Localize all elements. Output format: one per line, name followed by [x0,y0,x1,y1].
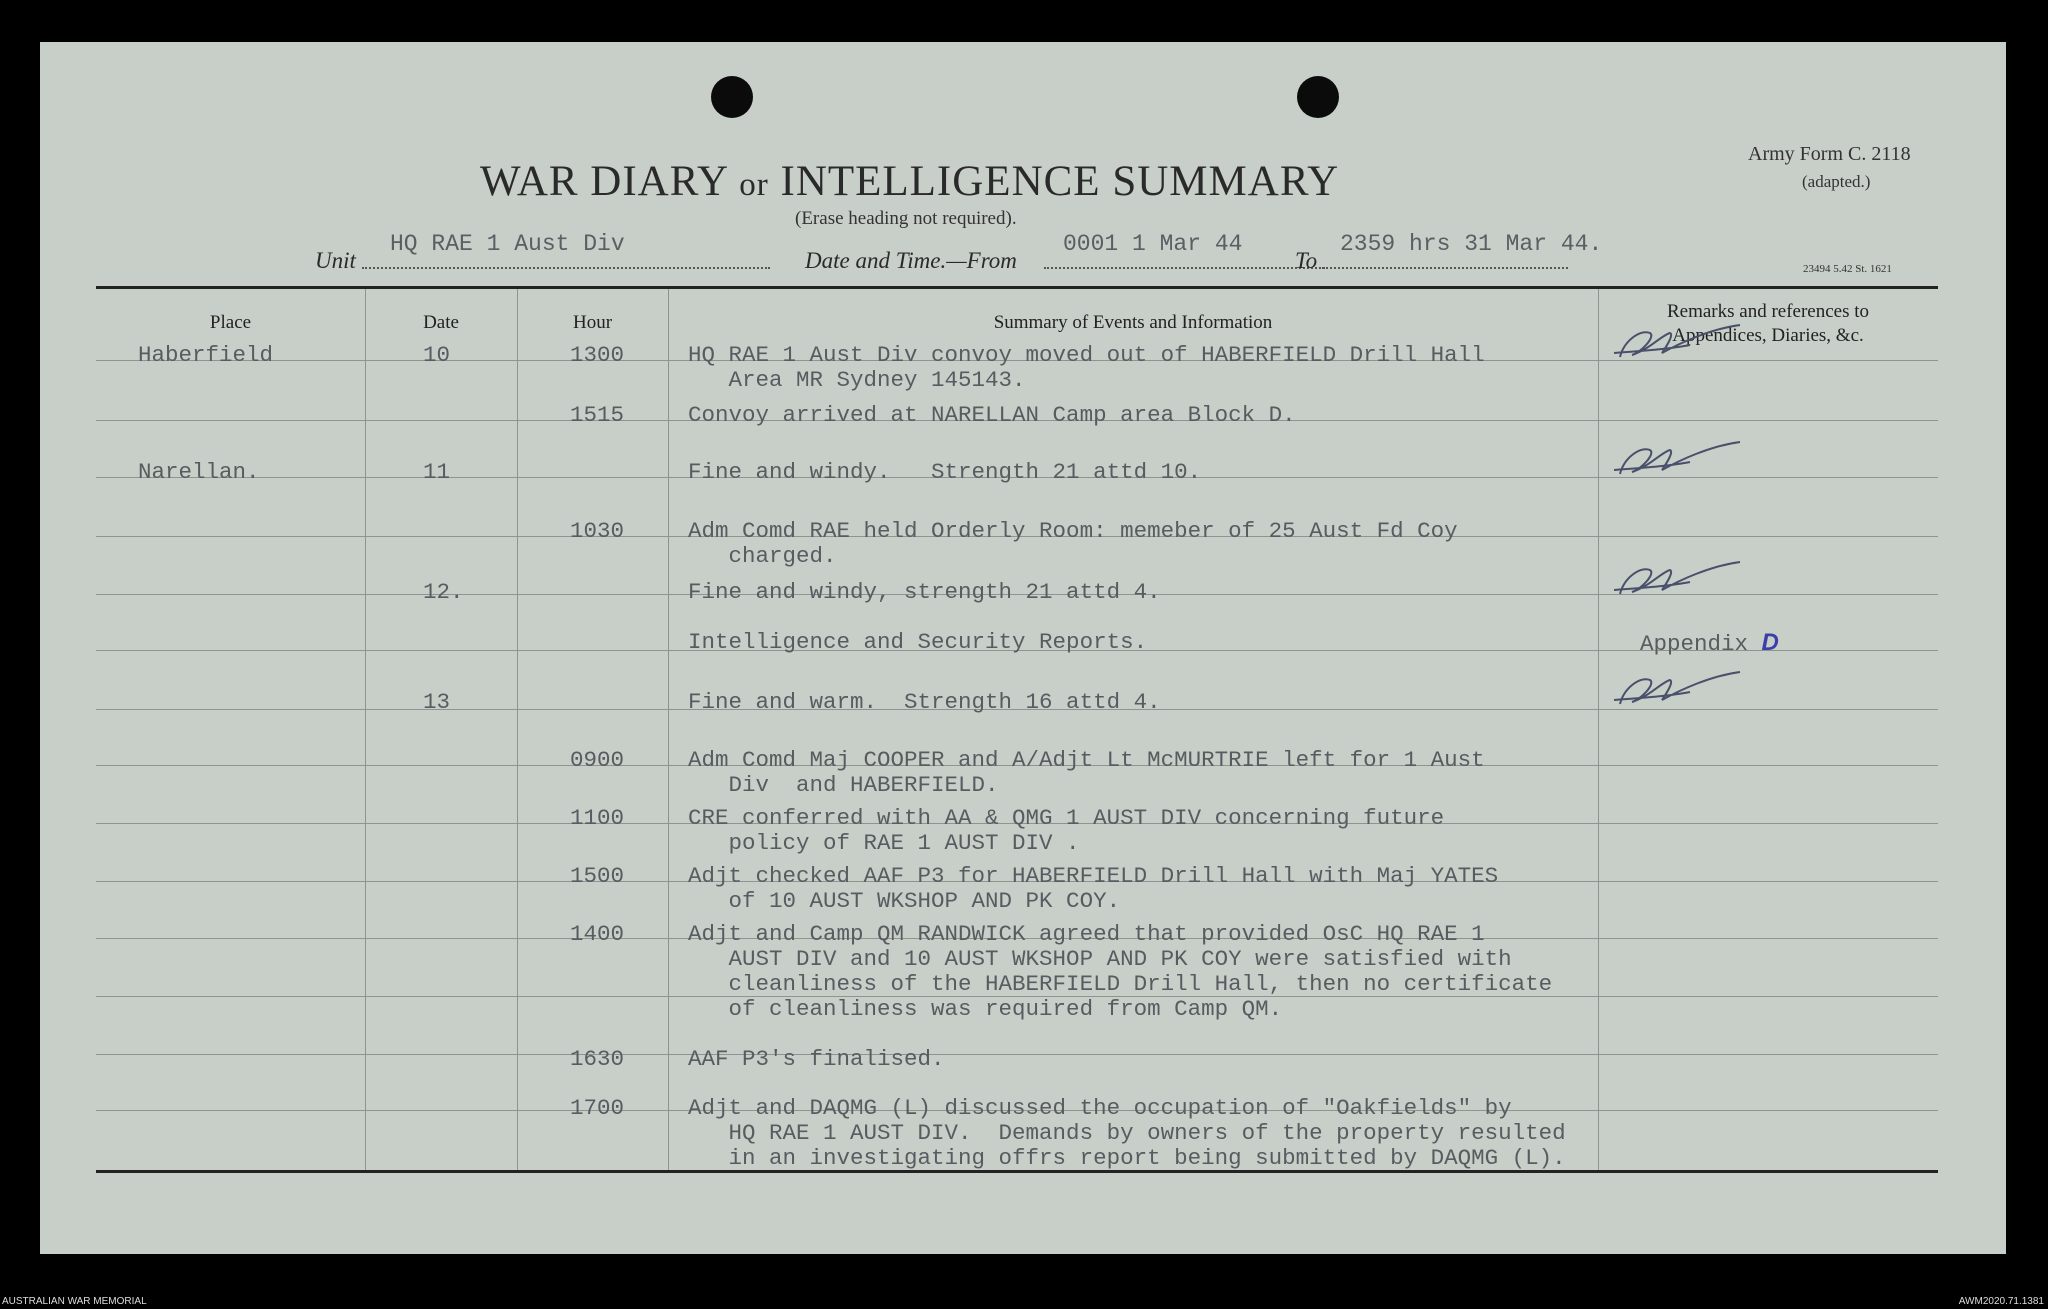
initials-signature-icon [1610,670,1760,714]
army-form-adapted: (adapted.) [1802,172,1871,191]
row-summary: Adjt and DAQMG (L) discussed the occupation of "Oakfields" by HQ RAE 1 AUST DIV. Demands by owners of the property resulted in an investigating offrs report being submitted by DAQMG (L). [688,1095,1566,1171]
title-or: or [739,167,769,203]
appendix-label: Appendix [1640,631,1762,657]
army-form-number: Army Form C. 2118 [1748,143,1911,165]
row-hour: 1030 [570,518,625,544]
row-hour: 0900 [570,747,625,773]
row-summary: HQ RAE 1 Aust Div convoy moved out of HABERFIELD Drill Hall Area MR Sydney 145143. [688,342,1485,393]
row-place: Haberfield [138,342,274,368]
title-part-1: WAR DIARY [480,158,728,205]
to-label: To [1295,248,1318,273]
row-summary: Fine and windy. Strength 21 attd 10. [688,459,1202,485]
initials-signature-icon [1610,440,1760,484]
row-hour: 1700 [570,1095,625,1121]
row-summary: Fine and windy, strength 21 attd 4. [688,579,1161,605]
unit-value: HQ RAE 1 Aust Div [390,231,625,257]
date-time-label: Date and Time.—From [805,248,1017,273]
row-summary: Adjt checked AAF P3 for HABERFIELD Drill Hall with Maj YATES of 10 AUST WKSHOP AND PK COY. [688,863,1499,914]
col-header-place: Place [209,312,252,333]
title-part-2: INTELLIGENCE SUMMARY [780,158,1340,205]
row-summary: Adm Comd Maj COOPER and A/Adjt Lt McMURTRIE left for 1 Aust Div and HABERFIELD. [688,747,1485,798]
from-value: 0001 1 Mar 44 [1063,231,1243,257]
footer-right: AWM2020.71.1381 [1958,1296,2044,1307]
row-hour: 1515 [570,402,625,428]
to-value: 2359 hrs 31 Mar 44. [1340,231,1603,257]
col-header-date: Date [423,312,459,333]
footer-left: AUSTRALIAN WAR MEMORIAL [2,1296,147,1307]
initials-signature-icon [1610,323,1760,367]
col-divider-3 [668,289,669,1170]
row-date: 11 [423,459,451,485]
col-divider-4 [1598,289,1599,1170]
row-place: Narellan. [138,459,260,485]
row-date: 10 [423,342,451,368]
unit-dotted-line [362,267,770,269]
row-rule [96,1054,1938,1055]
row-hour: 1100 [570,805,625,831]
erase-note: (Erase heading not required). [795,208,1017,229]
row-hour: 1400 [570,921,625,947]
diary-page [40,42,2006,1254]
row-summary: Adm Comd RAE held Orderly Room: memeber of 25 Aust Fd Coy charged. [688,518,1458,569]
row-summary: CRE conferred with AA & QMG 1 AUST DIV concerning future policy of RAE 1 AUST DIV . [688,805,1445,856]
row-summary: Adjt and Camp QM RANDWICK agreed that provided OsC HQ RAE 1 AUST DIV and 10 AUST WKSHOP AND PK COY were satisfied with cleanliness of the HABERFIELD Drill Hall, then no certificate of cleanliness was required from Camp QM. [688,921,1553,1022]
row-summary: AAF P3's finalised. [688,1046,945,1072]
row-summary: Convoy arrived at NARELLAN Camp area Block D. [688,402,1296,428]
punch-hole-right [1297,76,1339,118]
to-dotted-line [1322,267,1568,269]
row-summary: Intelligence and Security Reports. [688,629,1148,655]
col-header-remarks-line1: Remarks and references to [1666,301,1870,322]
appendix-letter: D [1761,629,1779,656]
col-header-summary: Summary of Events and Information [993,312,1273,333]
row-hour: 1300 [570,342,625,368]
initials-signature-icon [1610,560,1760,604]
row-hour: 1630 [570,1046,625,1072]
col-header-hour: Hour [572,312,613,333]
row-summary: Fine and warm. Strength 16 attd 4. [688,689,1161,715]
punch-hole-left [711,76,753,118]
row-hour: 1500 [570,863,625,889]
row-date: 12. [423,579,464,605]
col-divider-1 [365,289,366,1170]
col-divider-2 [517,289,518,1170]
table-top-rule [96,286,1938,289]
col-header-remarks-line2: Appendices, Diaries, &c. [1672,325,1864,346]
print-code: 23494 5.42 St. 1621 [1803,263,1892,275]
unit-label: Unit [315,248,356,273]
row-remarks [1640,630,1779,657]
form-title [480,157,1339,206]
from-dotted-line [1044,267,1328,269]
row-date: 13 [423,689,451,715]
